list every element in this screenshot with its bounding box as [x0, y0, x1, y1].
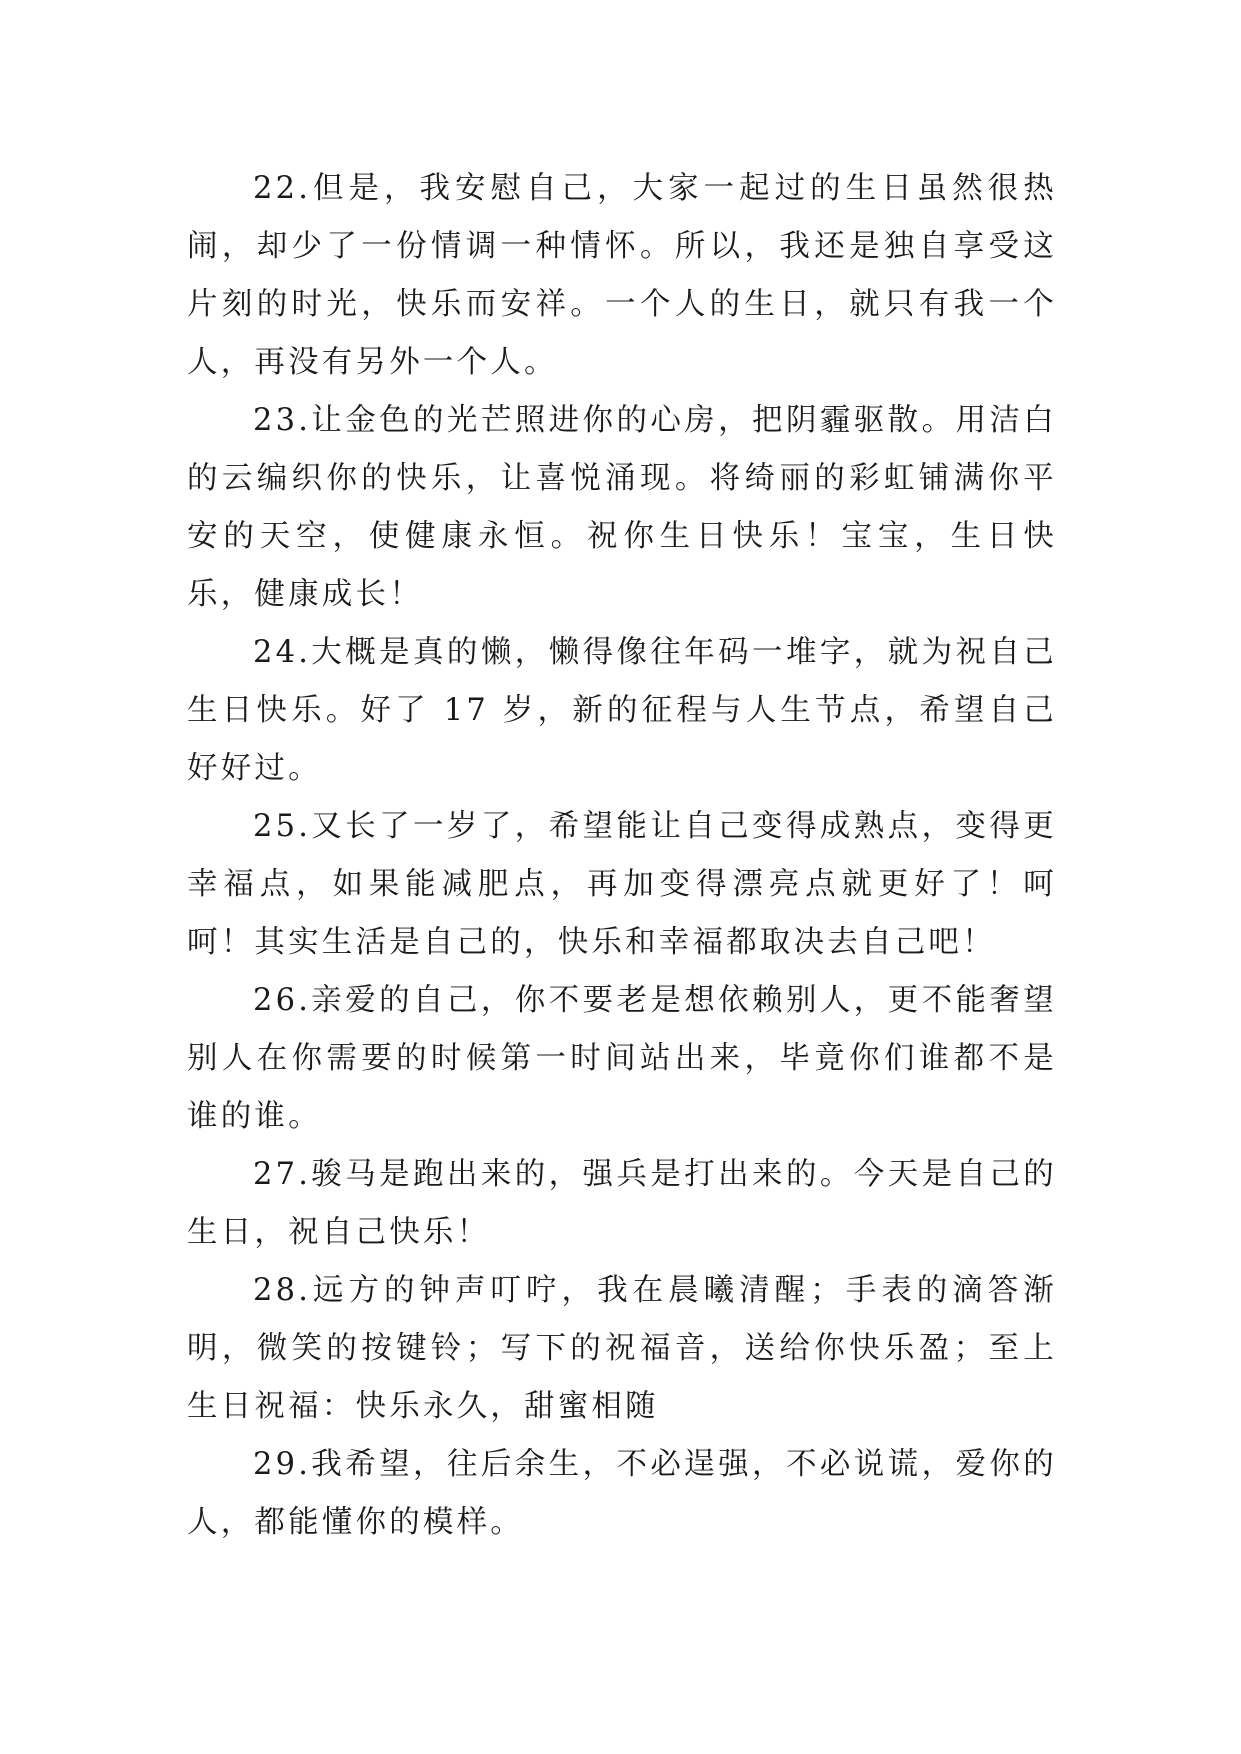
- paragraph-23: 23.让金色的光芒照进你的心房，把阴霾驱散。用洁白的云编织你的快乐，让喜悦涌现。将绮丽的彩虹铺满你平安的天空，使健康永恒。祝你生日快乐！宝宝，生日快乐，健康成长！: [187, 403, 1057, 612]
- paragraph-22: 22.但是，我安慰自己，大家一起过的生日虽然很热闹，却少了一份情调一种情怀。所以，我还是独自享受这片刻的时光，快乐而安祥。一个人的生日，就只有我一个人，再没有另外一个人。: [187, 171, 1057, 380]
- document-body: [187, 160, 1057, 1552]
- paragraph-28: 28.远方的钟声叮咛，我在晨曦清醒；手表的滴答渐明，微笑的按键铃；写下的祝福音，送给你快乐盈；至上生日祝福：快乐永久，甜蜜相随: [187, 1273, 1057, 1424]
- paragraph-29: 29.我希望，往后余生，不必逞强，不必说谎，爱你的人，都能懂你的模样。: [187, 1447, 1057, 1540]
- paragraph-24: 24.大概是真的懒，懒得像往年码一堆字，就为祝自己生日快乐。好了 17 岁，新的征程与人生节点，希望自己好好过。: [187, 635, 1057, 786]
- paragraph-25: 25.又长了一岁了，希望能让自己变得成熟点，变得更幸福点，如果能减肥点，再加变得漂亮点就更好了！呵呵！其实生活是自己的，快乐和幸福都取决去自己吧！: [187, 809, 1057, 960]
- paragraph-26: 26.亲爱的自己，你不要老是想依赖别人，更不能奢望别人在你需要的时候第一时间站出来，毕竟你们谁都不是谁的谁。: [187, 983, 1057, 1134]
- paragraph-27: 27.骏马是跑出来的，强兵是打出来的。今天是自己的生日，祝自己快乐！: [187, 1157, 1057, 1250]
